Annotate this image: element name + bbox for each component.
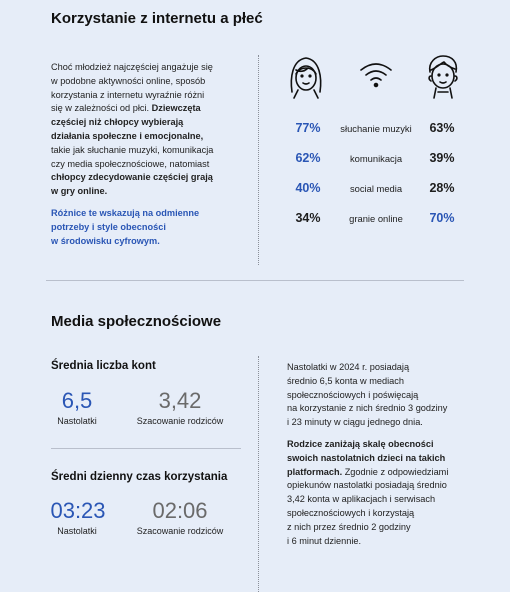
text-line [287, 466, 497, 480]
text-line [287, 438, 497, 452]
intro-line: Choć młodzież najczęściej angażuje się [51, 62, 213, 72]
boy-icon [422, 52, 464, 100]
text-line: opiekunów nastolatki posiadają średnio [287, 480, 447, 491]
intro-line [51, 130, 251, 144]
vertical-divider [258, 55, 259, 265]
boys-percent: 63% [429, 121, 455, 135]
intro-line-text: się w zależności od płci. [51, 103, 150, 114]
wifi-icon [358, 60, 394, 90]
girls-percent: 62% [295, 151, 321, 165]
intro-bold: działania społeczne i emocjonalne, [51, 130, 204, 141]
teen-label: Nastolatki [57, 526, 97, 536]
intro-line: korzystania z internetu wyraźnie różni [51, 89, 205, 100]
text-line: i 6 minut dziennie. [287, 535, 362, 546]
activity-label: słuchanie muzyki [340, 123, 412, 134]
text-line: 3,42 konta w aplikacjach i serwisach [287, 494, 436, 505]
boys-percent: 39% [429, 151, 455, 165]
intro-line [51, 116, 251, 130]
bold-text: platformach. [287, 466, 343, 477]
girls-percent: 77% [295, 121, 321, 135]
section-title-social-media: Media społecznościowe [51, 313, 222, 330]
girls-percent: 34% [295, 211, 321, 225]
intro-line [51, 171, 251, 185]
parent-label: Szacowanie rodziców [136, 526, 224, 536]
girl-icon [286, 52, 326, 100]
text-line: z nich przez średnio 2 godziny [287, 521, 411, 532]
note-line: potrzeby i style obecności [51, 221, 166, 232]
vertical-divider [258, 356, 259, 592]
activity-label: social media [349, 183, 403, 194]
social-media-text [287, 361, 497, 548]
intro-bold: chłopcy zdecydowanie częściej grają [51, 172, 213, 183]
teen-time-value: 03:23 [50, 498, 106, 523]
intro-paragraph [51, 61, 251, 248]
subsection-divider [51, 448, 241, 449]
bold-text: Rodzice zaniżają skalę obecności [287, 438, 434, 449]
intro-bold: Dziewczęta [151, 103, 201, 114]
text-line: na korzystanie z nich średnio 3 godziny [287, 403, 448, 414]
intro-line: w podobne aktywności online, sposób [51, 75, 206, 86]
time-title: Średni dzienny czas korzystania [51, 471, 228, 483]
bold-text: swoich nastolatnich dzieci na takich [287, 452, 446, 463]
parent-accounts-value: 3,42 [158, 388, 202, 413]
girls-percent: 40% [295, 181, 321, 195]
text-line: Nastolatki w 2024 r. posiadają [287, 362, 410, 372]
boys-percent: 28% [429, 181, 455, 195]
text-line: społecznościowych i poświęcają [287, 389, 419, 400]
section-title-internet-gender: Korzystanie z internetu a płeć [51, 10, 263, 27]
text-line: średnio 6,5 konta w mediach [287, 375, 404, 386]
activity-label: granie online [349, 213, 403, 224]
section-divider [46, 280, 464, 281]
parent-label: Szacowanie rodziców [136, 416, 224, 426]
boys-percent: 70% [429, 211, 455, 225]
text-line: i 23 minuty w ciągu jednego dnia. [287, 417, 423, 428]
intro-line: czy media społecznościowe, natomiast [51, 158, 210, 169]
note-line: Różnice te wskazują na odmienne [51, 207, 200, 218]
parent-time-value: 02:06 [152, 498, 208, 523]
accounts-title: Średnia liczba kont [51, 360, 156, 372]
text-span: Zgodnie z odpowiedziami [342, 466, 449, 477]
intro-line [51, 102, 251, 116]
teen-accounts-value: 6,5 [61, 388, 93, 413]
activity-label: komunikacja [349, 153, 403, 164]
text-line [287, 452, 497, 466]
teen-label: Nastolatki [57, 416, 97, 426]
intro-bold: częściej niż chłopcy wybierają [51, 117, 184, 128]
intro-line: takie jak słuchanie muzyki, komunikacja [51, 144, 214, 155]
intro-bold: w gry online. [51, 186, 108, 197]
intro-line [51, 185, 251, 199]
note-line: w środowisku cyfrowym. [51, 235, 160, 246]
text-line: społecznościowych i korzystają [287, 507, 415, 518]
